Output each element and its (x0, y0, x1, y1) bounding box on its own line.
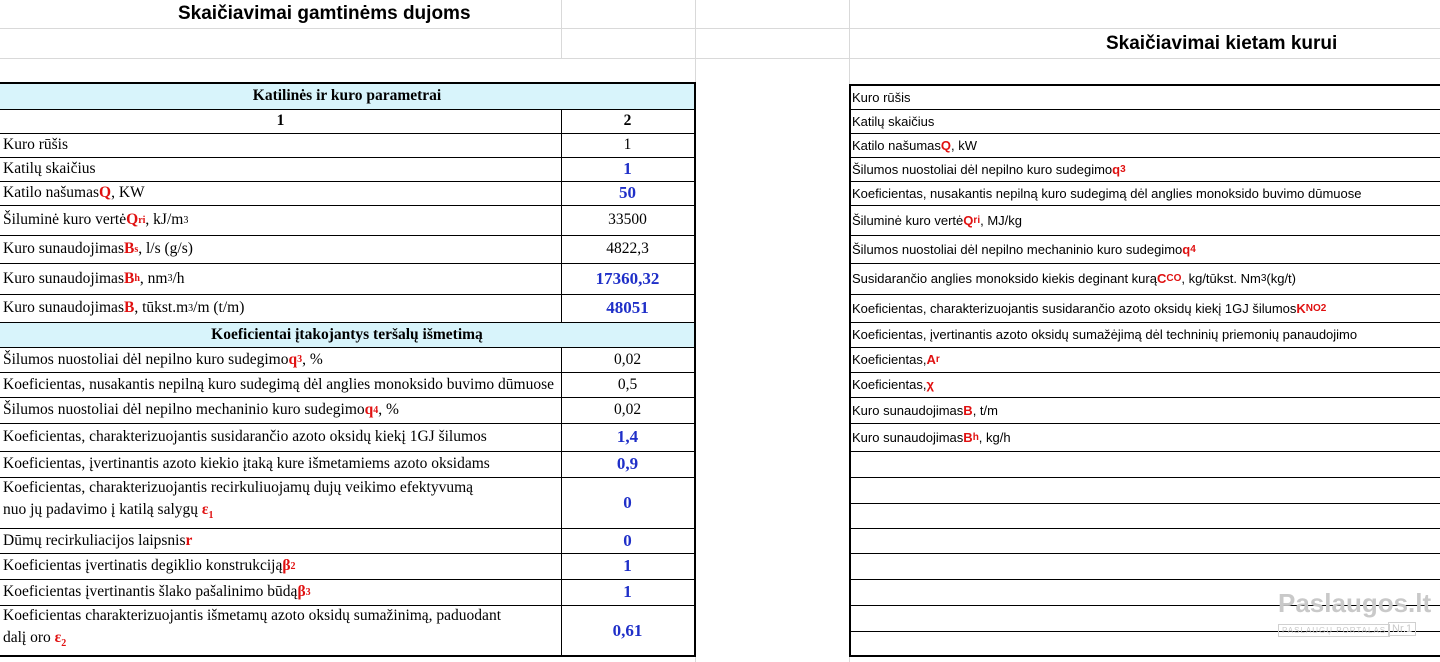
wrapped-label (3, 605, 501, 655)
border-line (849, 109, 1440, 110)
empty-row[interactable] (849, 528, 1440, 553)
border-line (849, 157, 1440, 158)
border-line (849, 553, 1440, 554)
border-line (0, 205, 696, 206)
border-line (849, 423, 1440, 424)
column-number-text: 2 (623, 112, 632, 129)
coefficient-value[interactable] (561, 397, 694, 423)
label-text: Katilų skaičius (852, 113, 935, 129)
border-line (0, 528, 696, 529)
border-line (0, 82, 696, 84)
coefficient-label (0, 477, 561, 528)
border-line (0, 294, 696, 295)
label-text: , tūkst.m (134, 299, 189, 316)
coefficient-label (0, 397, 561, 423)
label-text: Katilų skaičius (3, 160, 96, 177)
empty-row[interactable] (849, 553, 1440, 579)
label-text: dalį oro (3, 629, 55, 647)
value-text: 1 (623, 582, 632, 601)
grid-line (561, 0, 562, 58)
label-text: Dūmų recirkuliacijos laipsnis (3, 531, 186, 549)
value-text: 17360,32 (595, 268, 660, 288)
coefficient-value[interactable] (561, 423, 694, 451)
label-text: Kuro sunaudojimas (3, 299, 124, 316)
solid-fuel-row[interactable] (849, 133, 1440, 157)
empty-row[interactable] (849, 503, 1440, 528)
coefficient-label (0, 605, 561, 656)
section-header (0, 322, 694, 347)
subscript: 1 (208, 510, 214, 522)
subscript: s (134, 243, 139, 255)
parameter-label (0, 157, 561, 181)
border-line (849, 235, 1440, 236)
border-line (694, 82, 696, 657)
section-header-text: Katilinės ir kuro parametrai (252, 86, 442, 104)
coefficient-value[interactable] (561, 528, 694, 553)
label-text: Koeficientas, (852, 377, 927, 392)
label-line (3, 605, 501, 627)
border-line (849, 451, 1440, 452)
coefficient-label (0, 553, 561, 579)
border-line (0, 347, 696, 348)
parameter-value[interactable] (561, 133, 694, 157)
border-line (0, 423, 696, 424)
label-text: Koeficientas, įvertinantis azoto oksidų sumažėjimą dėl techninių priemonių panaudojimo (852, 327, 1358, 342)
border-line (0, 181, 696, 182)
value-text: 4822,3 (606, 240, 649, 257)
symbol: Q (126, 211, 139, 228)
parameter-value[interactable] (561, 157, 694, 181)
label-text: Kuro sunaudojimas (3, 240, 124, 257)
border-line (0, 553, 696, 554)
label-text: Katilo našumas (852, 137, 941, 153)
column-number-text: 1 (276, 112, 285, 129)
label-text: Kuro rūšis (3, 136, 69, 153)
border-line (849, 579, 1440, 580)
value-text: 1 (623, 556, 632, 575)
wrapped-label (3, 477, 473, 527)
subscript: CO (1166, 273, 1182, 284)
symbol: q (1182, 241, 1191, 257)
subscript: h (134, 273, 140, 284)
border-line (0, 372, 696, 373)
label-text: Koeficientas įvertinatis degiklio konstrukciją (3, 557, 283, 574)
solid-fuel-row[interactable] (849, 397, 1440, 423)
border-line (0, 655, 696, 657)
subscript: i (977, 214, 981, 226)
parameter-value[interactable] (561, 235, 694, 263)
solid-fuel-row[interactable] (849, 322, 1440, 347)
subscript: 2 (290, 560, 296, 572)
column-number (0, 109, 561, 133)
column-number (561, 109, 694, 133)
value-text: 33500 (608, 211, 647, 228)
symbol: B (123, 269, 135, 287)
symbol: q (288, 350, 298, 368)
solid-fuel-row[interactable] (849, 423, 1440, 451)
value-text: 1,4 (616, 427, 639, 446)
subscript: 3 (297, 354, 303, 365)
coefficient-label (0, 423, 561, 451)
label-text: Šiluminė kuro vertė (3, 211, 127, 228)
value-text: 0 (623, 530, 632, 550)
label-text: Koeficientas, nusakantis nepilną kuro sudegimą dėl anglies monoksido buvimo dūmuose (852, 185, 1362, 201)
symbol: r (185, 531, 193, 549)
label-text: , MJ/kg (980, 212, 1022, 228)
label-text: , kg/h (978, 429, 1011, 445)
value-text: 0,61 (612, 620, 643, 640)
label-text: Koeficientas, (852, 352, 927, 367)
label-text: Koeficientas, įvertinantis azoto kiekio įtaką kure išmetamiems azoto oksidams (3, 455, 490, 472)
coefficient-label (0, 579, 561, 605)
border-line (849, 84, 1440, 86)
value-text: 48051 (606, 298, 649, 317)
label-text: /h (172, 269, 185, 287)
watermark-brand: Paslaugos.lt (1278, 588, 1432, 618)
symbol: ε (54, 629, 62, 647)
symbol: B (963, 402, 973, 418)
subscript: 3 (1120, 163, 1126, 175)
border-line (849, 347, 1440, 348)
label-line (3, 499, 473, 527)
label-text: Šiluminė kuro vertė (852, 212, 964, 228)
right-sheet-title: Skaičiavimai kietam kurui (1106, 33, 1338, 54)
parameter-value[interactable] (561, 263, 694, 294)
coefficient-value[interactable] (561, 347, 694, 372)
label-text: , t/m (972, 402, 998, 418)
symbol: K (1296, 300, 1306, 316)
coefficient-label (0, 372, 561, 397)
border-line (0, 133, 696, 134)
watermark-tagline: PASLAUGŲ PORTALAS (1278, 624, 1390, 637)
symbol: q (364, 401, 374, 418)
parameter-label (0, 205, 561, 235)
superscript: 3 (167, 273, 173, 284)
label-text: , % (302, 350, 323, 368)
superscript: r (138, 214, 143, 226)
border-line (0, 263, 696, 264)
subscript: 3 (305, 586, 311, 598)
label-text: Šilumos nuostoliai dėl nepilno mechaninio kuro sudegimo (3, 401, 365, 418)
label-text: /m (t/m) (193, 299, 245, 316)
label-text: , kW (951, 137, 978, 153)
empty-row[interactable] (849, 451, 1440, 477)
empty-row[interactable] (849, 477, 1440, 503)
label-text: Koeficientas, charakterizuojantis recirkuliuojamų dujų veikimo efektyvumą (3, 479, 474, 497)
solid-fuel-row[interactable] (849, 372, 1440, 397)
symbol: Q (940, 137, 952, 153)
symbol: Q (963, 212, 974, 228)
border-line (0, 477, 696, 478)
subscript: i (142, 214, 146, 226)
superscript: 3 (183, 214, 189, 226)
border-line (849, 477, 1440, 478)
label-text: Koeficientas, charakterizuojantis susidarančio azoto oksidų kiekį 1GJ šilumos (852, 300, 1297, 316)
value-text: 0 (623, 492, 632, 512)
border-line (849, 84, 851, 657)
label-text: Koeficientas charakterizuojantis išmetamų azoto oksidų sumažinimą, paduodant (3, 607, 501, 625)
value-text: 0,5 (617, 375, 638, 393)
border-line (0, 109, 696, 110)
value-text: 1 (623, 136, 632, 153)
subscript: NO2 (1305, 302, 1327, 314)
symbol: C (1156, 271, 1167, 286)
solid-fuel-row[interactable] (849, 294, 1440, 322)
solid-fuel-row[interactable] (849, 157, 1440, 181)
section-header-text: Koeficientai įtakojantys teršalų išmetimą (211, 325, 483, 343)
solid-fuel-row[interactable] (849, 347, 1440, 372)
coefficient-value[interactable] (561, 372, 694, 397)
label-text: Kuro sunaudojimas (3, 269, 124, 287)
border-line (849, 528, 1440, 529)
parameter-value[interactable] (561, 205, 694, 235)
border-line (849, 372, 1440, 373)
solid-fuel-row[interactable] (849, 235, 1440, 263)
parameter-value[interactable] (561, 294, 694, 322)
subscript: 4 (1190, 243, 1196, 255)
coefficient-value[interactable] (561, 553, 694, 579)
value-text: 0,02 (613, 401, 642, 418)
solid-fuel-row[interactable] (849, 85, 1440, 109)
label-text: nuo jų padavimo į katilą salygų (3, 501, 202, 519)
coefficient-value[interactable] (561, 605, 694, 656)
label-text: Katilo našumas (3, 184, 99, 201)
coefficient-value[interactable] (561, 451, 694, 477)
subscript: 2 (61, 638, 67, 650)
label-text: , kg/tūkst. Nm (1181, 271, 1261, 286)
symbol: Q (99, 184, 112, 201)
parameter-label (0, 263, 561, 294)
label-text: Koeficientas įvertinantis šlako pašalinimo būdą (3, 583, 298, 600)
value-text: 50 (619, 183, 636, 202)
section-header (0, 82, 694, 109)
border-line (561, 109, 562, 322)
parameter-label (0, 294, 561, 322)
superscript: 3 (188, 302, 194, 314)
parameter-label (0, 133, 561, 157)
border-line (561, 347, 562, 656)
border-line (849, 205, 1440, 206)
solid-fuel-row[interactable] (849, 263, 1440, 294)
border-line (849, 133, 1440, 134)
coefficient-label (0, 528, 561, 553)
label-line (3, 477, 473, 499)
grid-line (0, 28, 1440, 29)
parameter-label (0, 181, 561, 205)
coefficient-label (0, 451, 561, 477)
value-text: 0,9 (616, 454, 639, 473)
label-text: Šilumos nuostoliai dėl nepilno mechaninio kuro sudegimo (852, 241, 1183, 257)
solid-fuel-row[interactable] (849, 205, 1440, 235)
border-line (849, 655, 1440, 657)
symbol: B (123, 240, 135, 257)
symbol: χ (926, 377, 934, 392)
symbol: β (282, 557, 291, 574)
grid-line (0, 58, 1440, 59)
solid-fuel-row[interactable] (849, 109, 1440, 133)
symbol: β (297, 583, 306, 600)
border-line (849, 294, 1440, 295)
border-line (0, 157, 696, 158)
coefficient-label (0, 347, 561, 372)
label-text: , l/s (g/s) (138, 240, 193, 257)
label-text: , KW (111, 184, 145, 201)
border-line (0, 451, 696, 452)
subscript: h (972, 431, 979, 443)
subscript: 4 (373, 404, 379, 416)
border-line (849, 503, 1440, 504)
symbol: B (123, 299, 135, 316)
symbol: B (963, 429, 973, 445)
coefficient-value[interactable] (561, 477, 694, 528)
superscript: r (973, 214, 978, 226)
border-line (0, 579, 696, 580)
border-line (849, 397, 1440, 398)
border-line (849, 181, 1440, 182)
parameter-label (0, 235, 561, 263)
label-text: Šilumos nuostoliai dėl nepilno kuro sudegimo (3, 350, 289, 368)
label-text: , kJ/m (145, 211, 184, 228)
border-line (0, 322, 696, 323)
parameter-value[interactable] (561, 181, 694, 205)
border-line (0, 605, 696, 606)
symbol: q (1112, 161, 1121, 177)
value-text: 0,02 (613, 350, 642, 368)
label-text: Koeficientas, charakterizuojantis susidarančio azoto oksidų kiekį 1GJ šilumos (3, 428, 487, 445)
superscript: r (935, 354, 940, 365)
border-line (849, 263, 1440, 264)
label-text: , % (378, 401, 399, 418)
value-text: 1 (623, 159, 632, 178)
superscript: 3 (1260, 273, 1267, 284)
label-line (3, 627, 501, 655)
coefficient-value[interactable] (561, 579, 694, 605)
border-line (0, 235, 696, 236)
label-text: , nm (139, 269, 168, 287)
label-text: Kuro rūšis (852, 89, 911, 105)
label-text: Šilumos nuostoliai dėl nepilno kuro sudegimo (852, 161, 1113, 177)
label-text: Susidarančio anglies monoksido kiekis deginant kurą (852, 271, 1157, 286)
label-text: Kuro sunaudojimas (852, 402, 964, 418)
left-sheet-title: Skaičiavimai gamtinėms dujoms (178, 3, 471, 24)
label-text: Kuro sunaudojimas (852, 429, 964, 445)
watermark-badge: Nr.1 (1388, 622, 1416, 636)
label-text: (kg/t) (1266, 271, 1297, 286)
symbol: A (926, 352, 936, 367)
solid-fuel-row[interactable] (849, 181, 1440, 205)
border-line (849, 322, 1440, 323)
label-text: Koeficientas, nusakantis nepilną kuro sudegimą dėl anglies monoksido buvimo dūmuose (3, 375, 555, 393)
symbol: ε (201, 501, 209, 519)
border-line (0, 397, 696, 398)
